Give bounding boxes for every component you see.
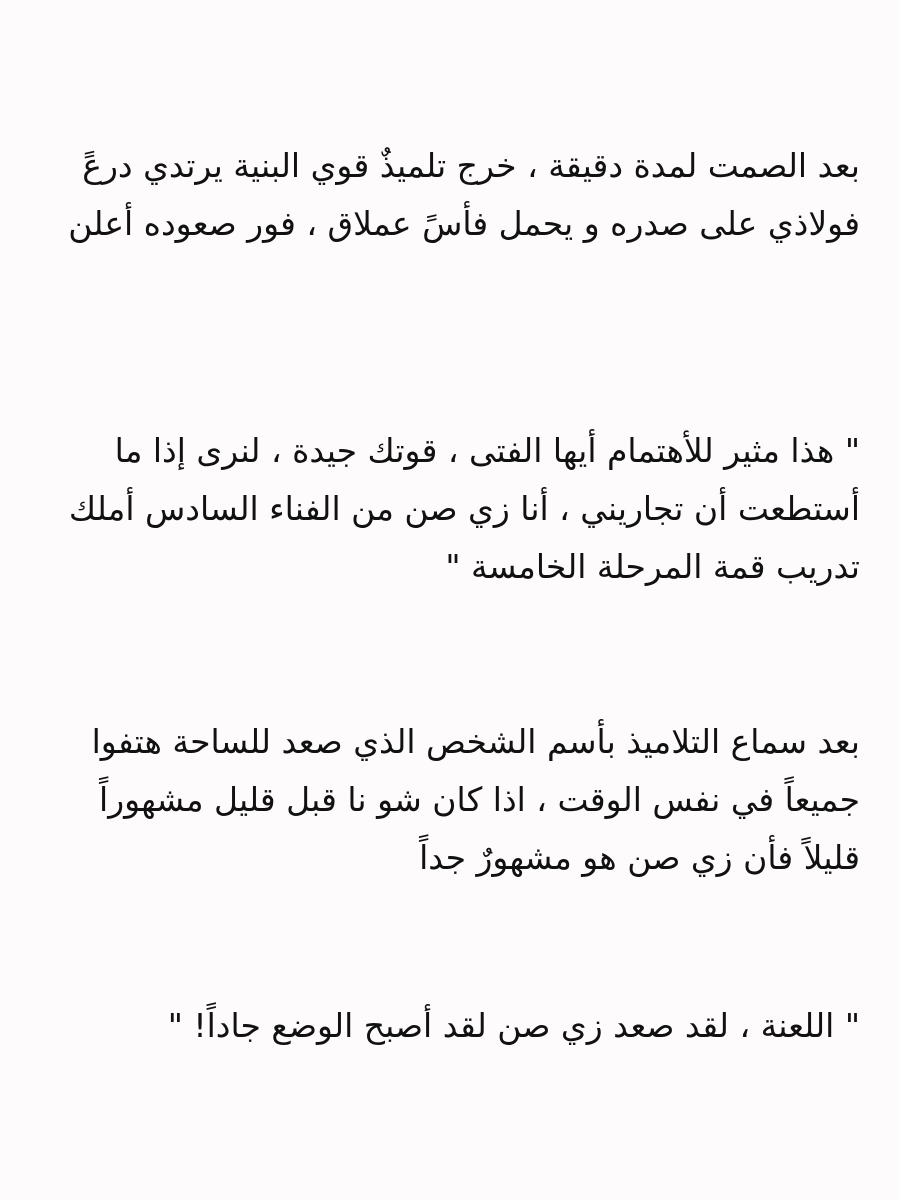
paragraph-3: بعد سماع التلاميذ بأسم الشخص الذي صعد للساحة هتفوا جميعاً في نفس الوقت ، اذا كان شو نا قبل قليل مشهوراً قليلاً فأن زي صن هو مشهورٌ جداً — [91, 722, 860, 877]
paragraph-1: بعد الصمت لمدة دقيقة ، خرج تلميذٌ قوي البنية يرتدي درعً فولاذي على صدره و يحمل فأسً عملاق ، فور صعوده أعلن — [68, 146, 860, 243]
paragraph-2: " هذا مثير للأهتمام أيها الفتى ، قوتك جيدة ، لنرى إذا ما أستطعت أن تجاريني ، أنا زي صن من الفناء السادس أملك تدريب قمة المرحلة الخامسة " — [68, 431, 860, 586]
paragraph-4: " اللعنة ، لقد صعد زي صن لقد أصبح الوضع جاداً! " — [167, 1006, 860, 1045]
